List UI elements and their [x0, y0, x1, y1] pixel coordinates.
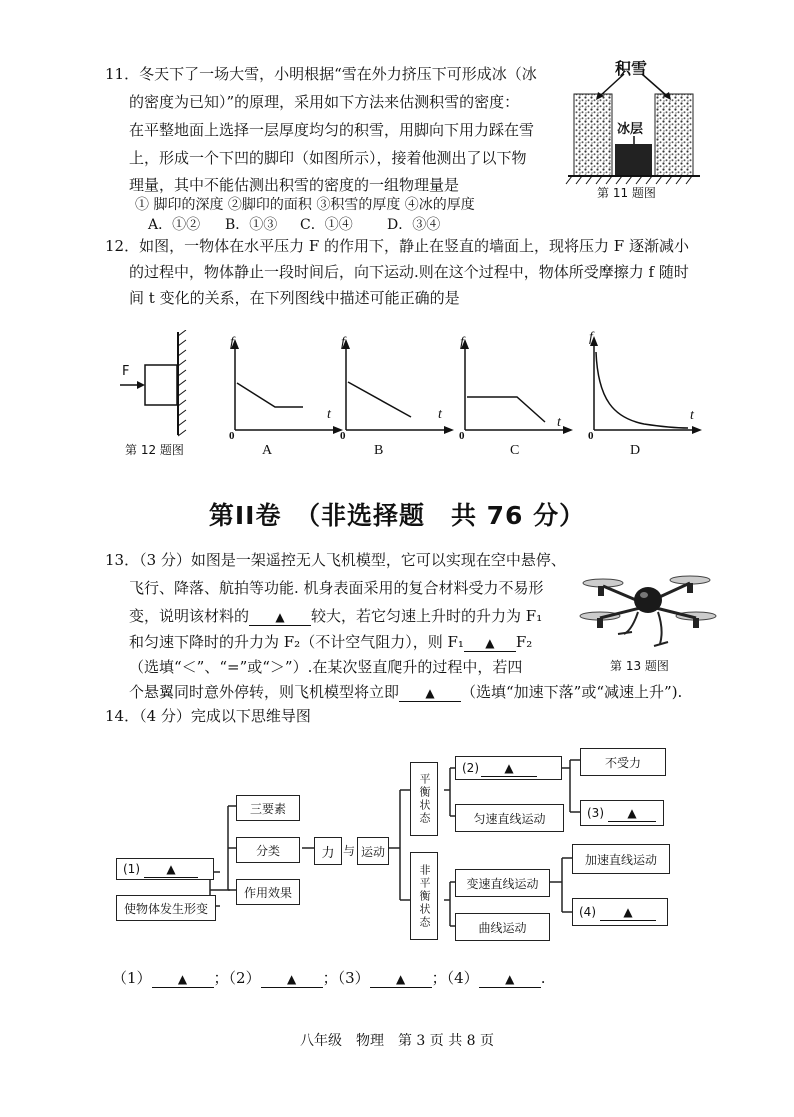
q12-wall-figure	[118, 330, 198, 440]
q14-answer-line: （1） ▲ ；（2） ▲ ；（3） ▲ ；（4） ▲ .	[112, 969, 546, 987]
page-footer: 八年级 物理 第 3 页 共 8 页	[299, 1033, 495, 1049]
mindmap-blank-1[interactable]: (1) ▲	[116, 858, 214, 880]
q11-line-5: 理量，其中不能估测出积雪的密度的一组物理量是	[129, 176, 460, 194]
graph-c-caption: C	[510, 443, 520, 458]
mindmap-deform: 使物体发生形变	[116, 895, 216, 921]
q13-line-3	[129, 606, 542, 626]
wall-block-diagram	[118, 330, 198, 440]
graph-b-origin: 0	[340, 430, 346, 442]
mindmap-unbalanced-state: 非平衡状态	[410, 852, 438, 940]
mindmap-blank-2[interactable]: (2) ▲	[455, 756, 562, 780]
graph-d-origin: 0	[588, 430, 594, 442]
q11-line-3: 在平整地面上选择一层厚度均匀的积雪，用脚向下用力踩在雪	[129, 121, 535, 139]
graph-b-t-label: t	[438, 407, 442, 422]
q13-blank-2[interactable]: ▲	[464, 634, 516, 652]
q11-line-2: 的密度为已知）”的原理，采用如下方法来估测积雪的密度：	[129, 93, 520, 111]
q14-answer-2[interactable]: ▲	[261, 970, 323, 988]
q12-line-1: 12．如图，一物体在水平压力 F 的作用下，静止在竖直的墙面上，现将压力 F 逐渐减小	[105, 237, 689, 255]
q12-caption: 第 12 题图	[125, 443, 184, 457]
mindmap-variable-motion: 变速直线运动	[455, 869, 550, 897]
graph-d-f-label: f	[589, 330, 593, 345]
mindmap-balanced-state: 平衡状态	[410, 762, 438, 836]
force-label-f: F	[122, 364, 130, 379]
q11-line-4: 上，形成一个下凹的脚印（如图所示），接着他测出了以下物	[129, 149, 527, 167]
q11-option-b: B．①③	[225, 217, 278, 233]
graph-a	[225, 335, 345, 445]
q13-line-6-text-b: （选填“加速下落”或“减速上升”).	[461, 683, 683, 701]
graph-a-f-label: f	[230, 335, 234, 350]
q13-line-3-text-a: 变，说明该材料的	[129, 607, 250, 625]
q13-line-4-text-b: F₂	[515, 633, 533, 651]
mindmap-effect: 作用效果	[236, 879, 300, 905]
q13-line-6	[129, 682, 682, 702]
graph-a-t-label: t	[327, 407, 331, 422]
q11-items: ① 脚印的深度 ②脚印的面积 ③积雪的厚度 ④冰的厚度	[135, 197, 475, 213]
q11-figure	[560, 54, 710, 204]
mindmap-uniform-motion: 匀速直线运动	[455, 804, 564, 832]
q11-option-c: C．①④	[300, 217, 353, 233]
q12-line-3: 间 t 变化的关系，在下列图线中描述可能正确的是	[129, 289, 460, 307]
q14-answer-3[interactable]: ▲	[370, 970, 432, 988]
q12-line-2: 的过程中，物体静止一段时间后，向下运动.则在这个过程中，物体所受摩擦力 f 随时	[129, 263, 689, 281]
mindmap-three-elements: 三要素	[236, 795, 300, 821]
q13-caption: 第 13 题图	[610, 659, 669, 673]
graph-a-origin: 0	[229, 430, 235, 442]
q14-answer-4[interactable]: ▲	[479, 970, 541, 988]
ice-label: 冰层	[617, 122, 644, 137]
graph-b	[336, 335, 456, 445]
q11-caption: 第 11 题图	[597, 186, 656, 200]
q11-line-1: 11．冬天下了一场大雪，小明根据“雪在外力挤压下可形成冰（冰	[105, 65, 537, 83]
mindmap-blank-3[interactable]: (3) ▲	[580, 800, 664, 826]
q14-answer-1[interactable]: ▲	[152, 970, 214, 988]
graph-d	[584, 330, 704, 445]
graph-b-caption: B	[374, 443, 384, 458]
mindmap-curve-motion: 曲线运动	[455, 913, 550, 941]
section-title: 第II卷 （非选择题 共 76 分）	[208, 501, 586, 530]
graph-c-origin: 0	[459, 430, 465, 442]
mindmap-blank-4[interactable]: (4) ▲	[572, 898, 668, 926]
mindmap-and: 与	[343, 844, 356, 858]
graph-a-caption: A	[262, 443, 273, 458]
q13-line-2: 飞行、降落、航拍等功能. 机身表面采用的复合材料受力不易形	[129, 579, 544, 597]
q13-line-4-text-a: 和匀速下降时的升力为 F₂（不计空气阻力），则 F₁	[129, 633, 464, 651]
graph-b-f-label: f	[341, 335, 345, 350]
q14-title: 14．（4 分）完成以下思维导图	[105, 707, 311, 725]
graph-d-caption: D	[630, 443, 641, 458]
mindmap-force: 力	[314, 837, 342, 865]
graph-d-t-label: t	[690, 408, 694, 423]
graph-c	[455, 335, 575, 445]
graph-c-t-label: t	[557, 415, 561, 430]
graph-c-f-label: f	[460, 335, 464, 350]
q11-option-a: A．①②	[148, 217, 201, 233]
q13-line-5: （选填“＜”、“=”或“＞”）.在某次竖直爬升的过程中，若四	[129, 658, 523, 676]
q13-line-6-text-a: 个悬翼同时意外停转，则飞机模型将立即	[129, 683, 400, 701]
q13-line-4	[129, 632, 532, 652]
mindmap-accel-motion: 加速直线运动	[572, 844, 670, 874]
drone-icon	[578, 568, 718, 658]
mindmap-no-force: 不受力	[580, 748, 666, 776]
q11-option-d: D．③④	[387, 217, 441, 233]
q13-line-3-text-b: 较大，若它匀速上升时的升力为 F₁	[311, 607, 543, 625]
q13-blank-3[interactable]: ▲	[399, 684, 461, 702]
q13-line-1: 13．（3 分）如图是一架遥控无人飞机模型，它可以实现在空中悬停、	[105, 551, 566, 569]
mindmap-motion: 运动	[357, 837, 389, 865]
q13-blank-1[interactable]: ▲	[249, 608, 311, 626]
snow-label: 积雪	[615, 59, 648, 78]
drone-figure	[578, 568, 718, 658]
mindmap-classify: 分类	[236, 837, 300, 863]
